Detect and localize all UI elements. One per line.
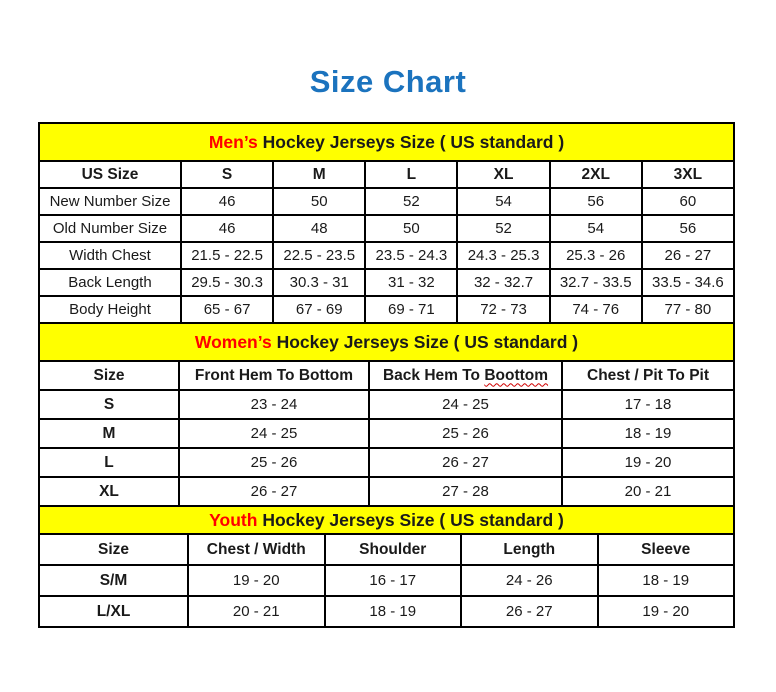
size-value: 20 - 21 bbox=[562, 477, 734, 506]
col-header: Size bbox=[39, 361, 179, 390]
size-value: 24 - 25 bbox=[179, 419, 369, 448]
size-value: 26 - 27 bbox=[461, 596, 598, 627]
youth-section-accent: Youth bbox=[209, 509, 258, 530]
col-header: S bbox=[181, 161, 273, 188]
size-value: 54 bbox=[550, 215, 642, 242]
col-header-text: Back Hem To bbox=[382, 366, 485, 384]
col-header: US Size bbox=[39, 161, 181, 188]
youth-section-header bbox=[39, 506, 734, 534]
size-value: 32.7 - 33.5 bbox=[550, 269, 642, 296]
size-value: 52 bbox=[457, 215, 549, 242]
table-row bbox=[39, 596, 734, 627]
size-value: 18 - 19 bbox=[562, 419, 734, 448]
size-value: 22.5 - 23.5 bbox=[273, 242, 365, 269]
size-value: 72 - 73 bbox=[457, 296, 549, 323]
table-row bbox=[39, 188, 734, 215]
table-row bbox=[39, 390, 734, 419]
size-value: 19 - 20 bbox=[188, 565, 325, 596]
row-label: M bbox=[39, 419, 179, 448]
table-row bbox=[39, 269, 734, 296]
size-value: 31 - 32 bbox=[365, 269, 457, 296]
col-header: 3XL bbox=[642, 161, 734, 188]
size-value: 26 - 27 bbox=[369, 448, 562, 477]
size-value: 26 - 27 bbox=[179, 477, 369, 506]
size-value: 25.3 - 26 bbox=[550, 242, 642, 269]
size-value: 25 - 26 bbox=[179, 448, 369, 477]
womens-column-header-row bbox=[39, 361, 734, 390]
table-row bbox=[39, 419, 734, 448]
mens-column-header-row bbox=[39, 161, 734, 188]
size-value: 74 - 76 bbox=[550, 296, 642, 323]
mens-section-header-row bbox=[39, 123, 734, 161]
col-header: XL bbox=[457, 161, 549, 188]
size-value: 21.5 - 22.5 bbox=[181, 242, 273, 269]
youth-column-header-row bbox=[39, 534, 734, 565]
col-header: Shoulder bbox=[325, 534, 462, 565]
row-label: L bbox=[39, 448, 179, 477]
col-header: Sleeve bbox=[598, 534, 735, 565]
size-value: 18 - 19 bbox=[325, 596, 462, 627]
table-row bbox=[39, 448, 734, 477]
womens-section-header bbox=[39, 323, 734, 361]
size-value: 25 - 26 bbox=[369, 419, 562, 448]
size-value: 19 - 20 bbox=[562, 448, 734, 477]
youth-section-header-row bbox=[39, 506, 734, 534]
size-value: 17 - 18 bbox=[562, 390, 734, 419]
mens-size-table bbox=[38, 122, 735, 324]
size-value: 77 - 80 bbox=[642, 296, 734, 323]
mens-section-title: Hockey Jerseys Size ( US standard ) bbox=[262, 131, 565, 152]
row-label: XL bbox=[39, 477, 179, 506]
col-header: Chest / Width bbox=[188, 534, 325, 565]
col-header bbox=[369, 361, 562, 390]
row-label: S/M bbox=[39, 565, 188, 596]
size-value: 23 - 24 bbox=[179, 390, 369, 419]
row-label: Body Height bbox=[39, 296, 181, 323]
table-row bbox=[39, 215, 734, 242]
table-row bbox=[39, 477, 734, 506]
row-label: Back Length bbox=[39, 269, 181, 296]
size-value: 50 bbox=[365, 215, 457, 242]
table-row bbox=[39, 242, 734, 269]
size-value: 24 - 26 bbox=[461, 565, 598, 596]
size-value: 26 - 27 bbox=[642, 242, 734, 269]
size-value: 33.5 - 34.6 bbox=[642, 269, 734, 296]
size-value: 50 bbox=[273, 188, 365, 215]
womens-section-accent: Women’s bbox=[194, 331, 272, 352]
table-row bbox=[39, 296, 734, 323]
row-label: New Number Size bbox=[39, 188, 181, 215]
mens-section-accent: Men’s bbox=[208, 131, 258, 152]
table-row bbox=[39, 565, 734, 596]
size-value: 56 bbox=[642, 215, 734, 242]
misspelled-word: Boottom bbox=[484, 366, 549, 384]
row-label: S bbox=[39, 390, 179, 419]
womens-section-header-row bbox=[39, 323, 734, 361]
youth-section-title: Hockey Jerseys Size ( US standard ) bbox=[262, 509, 564, 530]
youth-size-table bbox=[38, 505, 735, 628]
size-value: 56 bbox=[550, 188, 642, 215]
size-value: 65 - 67 bbox=[181, 296, 273, 323]
size-value: 54 bbox=[457, 188, 549, 215]
size-value: 30.3 - 31 bbox=[273, 269, 365, 296]
size-value: 23.5 - 24.3 bbox=[365, 242, 457, 269]
size-value: 46 bbox=[181, 188, 273, 215]
size-value: 69 - 71 bbox=[365, 296, 457, 323]
size-value: 24.3 - 25.3 bbox=[457, 242, 549, 269]
page-title: Size Chart bbox=[309, 64, 467, 99]
size-value: 16 - 17 bbox=[325, 565, 462, 596]
size-value: 32 - 32.7 bbox=[457, 269, 549, 296]
size-value: 52 bbox=[365, 188, 457, 215]
mens-section-header bbox=[39, 123, 734, 161]
size-value: 18 - 19 bbox=[598, 565, 735, 596]
size-value: 24 - 25 bbox=[369, 390, 562, 419]
row-label: Width Chest bbox=[39, 242, 181, 269]
row-label: Old Number Size bbox=[39, 215, 181, 242]
womens-size-table bbox=[38, 322, 735, 507]
col-header: L bbox=[365, 161, 457, 188]
womens-section-title: Hockey Jerseys Size ( US standard ) bbox=[276, 331, 579, 352]
size-value: 20 - 21 bbox=[188, 596, 325, 627]
size-value: 19 - 20 bbox=[598, 596, 735, 627]
size-value: 29.5 - 30.3 bbox=[181, 269, 273, 296]
size-value: 27 - 28 bbox=[369, 477, 562, 506]
row-label: L/XL bbox=[39, 596, 188, 627]
size-value: 67 - 69 bbox=[273, 296, 365, 323]
col-header: Chest / Pit To Pit bbox=[562, 361, 734, 390]
col-header: Size bbox=[39, 534, 188, 565]
size-chart-tables bbox=[38, 122, 735, 628]
col-header: Length bbox=[461, 534, 598, 565]
size-value: 60 bbox=[642, 188, 734, 215]
col-header: M bbox=[273, 161, 365, 188]
size-value: 48 bbox=[273, 215, 365, 242]
col-header: Front Hem To Bottom bbox=[179, 361, 369, 390]
size-value: 46 bbox=[181, 215, 273, 242]
col-header: 2XL bbox=[550, 161, 642, 188]
